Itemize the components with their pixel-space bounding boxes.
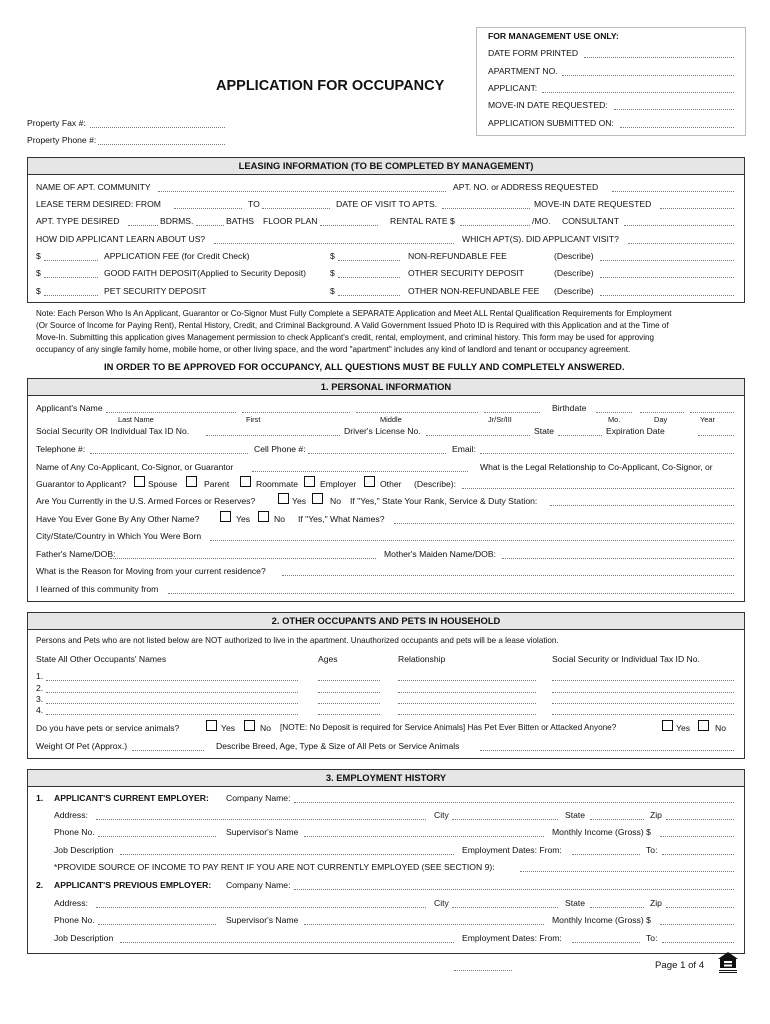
occupant-age-field[interactable] xyxy=(318,680,380,681)
describe-label: (Describe) xyxy=(554,286,594,296)
ages-heading: Ages xyxy=(318,654,338,664)
applicant-label: APPLICANT: xyxy=(488,83,538,93)
other-name-no-label: No xyxy=(274,514,285,524)
consultant-field[interactable] xyxy=(624,225,734,226)
nonrefundable-describe-field[interactable] xyxy=(600,260,734,261)
initials-field[interactable] xyxy=(454,970,512,971)
previous-supervisor-field[interactable] xyxy=(304,924,544,925)
occupant-row-number: 1. xyxy=(36,671,44,681)
ssn-field[interactable] xyxy=(206,435,340,436)
dl-expiration-label: Expiration Date xyxy=(606,426,665,436)
good-faith-label: GOOD FAITH DEPOSIT(Applied to Security Deposit) xyxy=(104,268,307,278)
income-source-label: *PROVIDE SOURCE OF INCOME TO PAY RENT IF YOU ARE NOT CURRENTLY EMPLOYED (SEE SECTION 9): xyxy=(54,862,495,872)
current-city-label: City xyxy=(434,810,449,820)
pet-deposit-label: PET SECURITY DEPOSIT xyxy=(104,286,207,296)
parent-label: Parent xyxy=(204,479,230,489)
bitten-yes-checkbox[interactable] xyxy=(662,720,673,731)
parent-checkbox[interactable] xyxy=(186,476,197,487)
occupant-relationship-field[interactable] xyxy=(398,680,536,681)
birth-month-field[interactable] xyxy=(596,412,632,413)
occupant-name-field[interactable] xyxy=(46,680,298,681)
dollar-sign: $ xyxy=(330,268,335,278)
birth-year-field[interactable] xyxy=(690,412,734,413)
middle-name-field[interactable] xyxy=(356,412,478,413)
lease-to-field[interactable] xyxy=(262,208,330,209)
previous-supervisor-label: Supervisor's Name xyxy=(226,915,299,925)
other-name-yes-checkbox[interactable] xyxy=(220,511,231,522)
date-of-visit-field[interactable] xyxy=(442,208,530,209)
relationship-heading: Relationship xyxy=(398,654,446,664)
occupant-name-field[interactable] xyxy=(46,703,298,704)
apt-no-label: APT. NO. or ADDRESS REQUESTED xyxy=(453,182,599,192)
occupant-age-field[interactable] xyxy=(318,703,380,704)
telephone-field[interactable] xyxy=(90,453,248,454)
mother-field[interactable] xyxy=(502,558,734,559)
per-month-label: /MO. xyxy=(532,216,551,226)
personal-header: 1. PERSONAL INFORMATION xyxy=(28,379,744,396)
drivers-license-label: Driver's License No. xyxy=(344,426,421,436)
pets-note: [NOTE: No Deposit is required for Service Animals] Has Pet Ever Bitten or Attacked Anyone? xyxy=(280,723,617,732)
pets-question: Do you have pets or service animals? xyxy=(36,723,180,733)
note-line: Move-In. Submitting this application gives Management permission to check Applicant's credit, rental, employment, and criminal history. This form may be used for approving xyxy=(36,333,655,342)
pet-weight-label: Weight Of Pet (Approx.) xyxy=(36,741,128,751)
community-label: NAME OF APT. COMMUNITY xyxy=(36,182,151,192)
previous-dates-from-label: Employment Dates: From: xyxy=(462,933,562,943)
page-title: APPLICATION FOR OCCUPANCY xyxy=(216,78,445,94)
rental-rate-field[interactable] xyxy=(460,225,530,226)
drivers-license-field[interactable] xyxy=(426,435,530,436)
previous-employer-heading: APPLICANT'S PREVIOUS EMPLOYER: xyxy=(54,880,212,890)
dl-state-field[interactable] xyxy=(558,435,602,436)
last-name-caption: Last Name xyxy=(118,415,154,424)
current-income-label: Monthly Income (Gross) $ xyxy=(552,827,651,837)
month-caption: Mo. xyxy=(608,415,621,424)
current-dates-to-label: To: xyxy=(646,845,658,855)
lease-term-label: LEASE TERM DESIRED: FROM xyxy=(36,199,161,209)
date-form-printed-label: DATE FORM PRINTED xyxy=(488,48,579,58)
armed-forces-yes-checkbox[interactable] xyxy=(278,493,289,504)
learned-label: I learned of this community from xyxy=(36,584,159,594)
current-job-field[interactable] xyxy=(120,854,454,855)
other-name-no-checkbox[interactable] xyxy=(258,511,269,522)
date-form-printed-field[interactable] xyxy=(584,57,734,58)
spouse-checkbox[interactable] xyxy=(134,476,145,487)
other-security-label: OTHER SECURITY DEPOSIT xyxy=(408,268,524,278)
employer-checkbox[interactable] xyxy=(304,476,315,487)
year-caption: Year xyxy=(700,415,715,424)
current-phone-field[interactable] xyxy=(98,836,216,837)
applicant-name-label: Applicant's Name xyxy=(36,403,103,413)
armed-forces-no-label: No xyxy=(330,496,341,506)
previous-employer-number: 2. xyxy=(36,880,44,890)
occupant-row-number: 3. xyxy=(36,694,44,704)
occupants-notice: Persons and Pets who are not listed below are NOT authorized to live in the apartment. Unauthorized occupants and pets will be a lease violation. xyxy=(36,636,559,645)
dollar-sign: $ xyxy=(330,286,335,296)
previous-dates-to-label: To: xyxy=(646,933,658,943)
previous-dates-from-field[interactable] xyxy=(572,942,640,943)
occupant-ssn-field[interactable] xyxy=(552,680,734,681)
email-field[interactable] xyxy=(480,453,734,454)
previous-phone-label: Phone No. xyxy=(54,915,95,925)
email-label: Email: xyxy=(452,444,476,454)
dollar-sign: $ xyxy=(36,268,41,278)
apt-no-field[interactable] xyxy=(612,191,734,192)
employer-label: Employer xyxy=(320,479,357,489)
apt-type-label: APT. TYPE DESIRED xyxy=(36,216,120,226)
pet-breed-label: Describe Breed, Age, Type & Size of All Pets or Service Animals xyxy=(216,741,460,751)
reason-moving-label: What is the Reason for Moving from your current residence? xyxy=(36,566,266,576)
occupant-ssn-field[interactable] xyxy=(552,703,734,704)
rental-rate-label: RENTAL RATE $ xyxy=(390,216,455,226)
other-nonrefundable-amount-field[interactable] xyxy=(338,295,400,296)
other-label: Other xyxy=(380,479,402,489)
bitten-yes-label: Yes xyxy=(676,723,691,733)
current-address-field[interactable] xyxy=(96,819,426,820)
previous-address-label: Address: xyxy=(54,898,88,908)
occupant-ssn-field[interactable] xyxy=(552,714,734,715)
previous-income-field[interactable] xyxy=(660,924,734,925)
day-caption: Day xyxy=(654,415,668,424)
property-fax-label: Property Fax #: xyxy=(27,118,86,128)
roommate-checkbox[interactable] xyxy=(240,476,251,487)
spouse-label: Spouse xyxy=(148,479,178,489)
move-in-requested-field[interactable] xyxy=(614,109,734,110)
current-income-field[interactable] xyxy=(660,836,734,837)
submitted-on-label: APPLICATION SUBMITTED ON: xyxy=(488,118,614,128)
other-checkbox[interactable] xyxy=(364,476,375,487)
dl-expiration-field[interactable] xyxy=(698,435,734,436)
first-name-caption: First xyxy=(246,415,261,424)
father-field[interactable] xyxy=(110,558,376,559)
birth-day-field[interactable] xyxy=(640,412,684,413)
previous-dates-to-field[interactable] xyxy=(662,942,734,943)
which-apts-label: WHICH APT(S). DID APPLICANT VISIT? xyxy=(462,234,619,244)
lease-to-label: TO xyxy=(248,199,260,209)
leasing-header: LEASING INFORMATION (TO BE COMPLETED BY MANAGEMENT) xyxy=(28,158,744,175)
app-fee-amount-field[interactable] xyxy=(44,260,98,261)
previous-state-label: State xyxy=(565,898,586,908)
current-city-field[interactable] xyxy=(452,819,558,820)
other-describe-label: (Describe): xyxy=(414,479,457,489)
pets-yes-checkbox[interactable] xyxy=(206,720,217,731)
reason-moving-field[interactable] xyxy=(282,575,734,576)
current-dates-to-field[interactable] xyxy=(662,854,734,855)
current-zip-field[interactable] xyxy=(666,819,734,820)
floor-plan-label: FLOOR PLAN xyxy=(263,216,318,226)
property-phone-label: Property Phone #: xyxy=(27,135,97,145)
other-nonrefundable-describe-field[interactable] xyxy=(600,295,734,296)
pets-no-label: No xyxy=(260,723,271,733)
guarantor-to-label: Guarantor to Applicant? xyxy=(36,479,127,489)
previous-company-label: Company Name: xyxy=(226,880,291,890)
bdrms-label: BDRMS. xyxy=(160,216,194,226)
pets-yes-label: Yes xyxy=(221,723,236,733)
dollar-sign: $ xyxy=(36,251,41,261)
occupant-row-number: 2. xyxy=(36,683,44,693)
previous-state-field[interactable] xyxy=(590,907,644,908)
birthdate-label: Birthdate xyxy=(552,403,587,413)
suffix-caption: Jr/Sr/III xyxy=(488,415,512,424)
suffix-field[interactable] xyxy=(484,412,540,413)
current-employer-heading: APPLICANT'S CURRENT EMPLOYER: xyxy=(54,793,209,803)
occupant-row-number: 4. xyxy=(36,705,44,715)
birthplace-label: City/State/Country in Which You Were Born xyxy=(36,531,202,541)
last-name-field[interactable] xyxy=(106,412,236,413)
current-supervisor-label: Supervisor's Name xyxy=(226,827,299,837)
leasing-section xyxy=(27,157,745,303)
current-dates-from-label: Employment Dates: From: xyxy=(462,845,562,855)
birthplace-field[interactable] xyxy=(210,540,734,541)
applicant-field[interactable] xyxy=(542,92,734,93)
previous-phone-field[interactable] xyxy=(98,924,216,925)
previous-zip-label: Zip xyxy=(650,898,662,908)
app-fee-label: APPLICATION FEE (for Credit Check) xyxy=(104,251,250,261)
current-state-label: State xyxy=(565,810,586,820)
pets-no-checkbox[interactable] xyxy=(244,720,255,731)
mother-label: Mother's Maiden Name/DOB: xyxy=(384,549,496,559)
other-describe-field[interactable] xyxy=(462,488,734,489)
relationship-question: What is the Legal Relationship to Co-Applicant, Co-Signor, or xyxy=(480,462,713,472)
pet-deposit-amount-field[interactable] xyxy=(44,295,98,296)
page-number: Page 1 of 4 xyxy=(655,960,705,971)
occupant-names-heading: State All Other Occupants' Names xyxy=(36,654,167,664)
income-source-field[interactable] xyxy=(520,871,734,872)
previous-company-field[interactable] xyxy=(294,889,734,890)
pet-breed-field[interactable] xyxy=(480,750,734,751)
good-faith-amount-field[interactable] xyxy=(44,277,98,278)
other-name-yes-label: Yes xyxy=(236,514,251,524)
cell-phone-label: Cell Phone #: xyxy=(254,444,306,454)
current-address-label: Address: xyxy=(54,810,88,820)
roommate-label: Roommate xyxy=(256,479,299,489)
bitten-no-label: No xyxy=(715,723,726,733)
note-line: occupancy of any single family home, mobile home, or other living space, and the word "apartment" includes any kind of landlord and tenant or occupancy agreement. xyxy=(36,345,631,354)
which-apts-field[interactable] xyxy=(628,243,734,244)
dl-state-label: State xyxy=(534,426,555,436)
telephone-label: Telephone #: xyxy=(36,444,86,454)
describe-label: (Describe) xyxy=(554,251,594,261)
occupants-section xyxy=(27,612,745,759)
co-applicant-field[interactable] xyxy=(252,471,468,472)
property-fax-field[interactable] xyxy=(90,127,225,128)
occupant-age-field[interactable] xyxy=(318,692,380,693)
describe-label: (Describe) xyxy=(554,268,594,278)
ssn-label: Social Security OR Individual Tax ID No. xyxy=(36,426,190,436)
move-in-desired-field[interactable] xyxy=(660,208,734,209)
what-names-field[interactable] xyxy=(394,523,734,524)
move-in-desired-label: MOVE-IN DATE REQUESTED xyxy=(534,199,652,209)
occupant-relationship-field[interactable] xyxy=(398,714,536,715)
baths-label: BATHS xyxy=(226,216,255,226)
rank-label: If "Yes," State Your Rank, Service & Duty Station: xyxy=(350,496,538,506)
previous-city-label: City xyxy=(434,898,449,908)
submitted-on-field[interactable] xyxy=(620,127,734,128)
cell-phone-field[interactable] xyxy=(308,453,446,454)
note-line: Note: Each Person Who Is An Applicant, Guarantor or Co-Signor Must Fully Complete a SEPARATE Application and Meet ALL Rental Qualification Requirements for Employment xyxy=(36,309,672,318)
community-field[interactable] xyxy=(158,191,446,192)
first-name-field[interactable] xyxy=(242,412,350,413)
rank-field[interactable] xyxy=(550,505,734,506)
current-dates-from-field[interactable] xyxy=(572,854,640,855)
current-employer-number: 1. xyxy=(36,793,44,803)
previous-city-field[interactable] xyxy=(452,907,558,908)
armed-forces-question: Are You Currently in the U.S. Armed Forces or Reserves? xyxy=(36,496,256,506)
what-names-label: If "Yes," What Names? xyxy=(298,514,385,524)
management-title: FOR MANAGEMENT USE ONLY: xyxy=(488,31,619,41)
occupants-header: 2. OTHER OCCUPANTS AND PETS IN HOUSEHOLD xyxy=(28,613,744,630)
previous-zip-field[interactable] xyxy=(666,907,734,908)
current-company-field[interactable] xyxy=(294,802,734,803)
occupant-ssn-field[interactable] xyxy=(552,692,734,693)
bitten-no-checkbox[interactable] xyxy=(698,720,709,731)
current-company-label: Company Name: xyxy=(226,793,291,803)
floor-plan-field[interactable] xyxy=(320,225,378,226)
current-state-field[interactable] xyxy=(590,819,644,820)
occupant-name-field[interactable] xyxy=(46,714,298,715)
consultant-label: CONSULTANT xyxy=(562,216,619,226)
previous-address-field[interactable] xyxy=(96,907,426,908)
apartment-no-label: APARTMENT NO. xyxy=(488,66,558,76)
move-in-requested-label: MOVE-IN DATE REQUESTED: xyxy=(488,100,608,110)
apt-type-field[interactable] xyxy=(128,225,158,226)
other-security-describe-field[interactable] xyxy=(600,277,734,278)
property-phone-field[interactable] xyxy=(98,144,225,145)
how-learn-label: HOW DID APPLICANT LEARN ABOUT US? xyxy=(36,234,206,244)
employment-header: 3. EMPLOYMENT HISTORY xyxy=(28,770,744,787)
other-name-question: Have You Ever Gone By Any Other Name? xyxy=(36,514,200,524)
current-zip-label: Zip xyxy=(650,810,662,820)
previous-income-label: Monthly Income (Gross) $ xyxy=(552,915,651,925)
occupant-name-field[interactable] xyxy=(46,692,298,693)
nonrefundable-label: NON-REFUNDABLE FEE xyxy=(408,251,507,261)
baths-field[interactable] xyxy=(196,225,224,226)
previous-job-label: Job Description xyxy=(54,933,114,943)
note-line: (Or Source of Income for Paying Rent), Rental History, Credit, and Criminal Background. A Valid Government Issued Photo ID is Required with this Application and at the Time of xyxy=(36,321,669,330)
nonrefundable-amount-field[interactable] xyxy=(338,260,400,261)
current-supervisor-field[interactable] xyxy=(304,836,544,837)
other-nonrefundable-label: OTHER NON-REFUNDABLE FEE xyxy=(408,286,540,296)
other-security-amount-field[interactable] xyxy=(338,277,400,278)
previous-job-field[interactable] xyxy=(120,942,454,943)
armed-forces-yes-label: Yes xyxy=(292,496,307,506)
equal-housing-icon xyxy=(716,950,740,974)
date-of-visit-label: DATE OF VISIT TO APTS. xyxy=(336,199,438,209)
lease-from-field[interactable] xyxy=(174,208,242,209)
dollar-sign: $ xyxy=(330,251,335,261)
how-learn-field[interactable] xyxy=(214,243,454,244)
pet-weight-field[interactable] xyxy=(132,750,204,751)
occupant-relationship-field[interactable] xyxy=(398,692,536,693)
current-job-label: Job Description xyxy=(54,845,114,855)
armed-forces-no-checkbox[interactable] xyxy=(312,493,323,504)
co-applicant-label: Name of Any Co-Applicant, Co-Signor, or Guarantor xyxy=(36,462,234,472)
note-emphasis: IN ORDER TO BE APPROVED FOR OCCUPANCY, ALL QUESTIONS MUST BE FULLY AND COMPLETELY ANSWERED. xyxy=(104,361,625,372)
occupant-age-field[interactable] xyxy=(318,714,380,715)
current-phone-label: Phone No. xyxy=(54,827,95,837)
middle-name-caption: Middle xyxy=(380,415,402,424)
apartment-no-field[interactable] xyxy=(562,75,734,76)
occupant-relationship-field[interactable] xyxy=(398,703,536,704)
dollar-sign: $ xyxy=(36,286,41,296)
learned-field[interactable] xyxy=(168,593,734,594)
father-label: Father's Name/DOB: xyxy=(36,549,116,559)
occupant-ssn-heading: Social Security or Individual Tax ID No. xyxy=(552,654,700,664)
